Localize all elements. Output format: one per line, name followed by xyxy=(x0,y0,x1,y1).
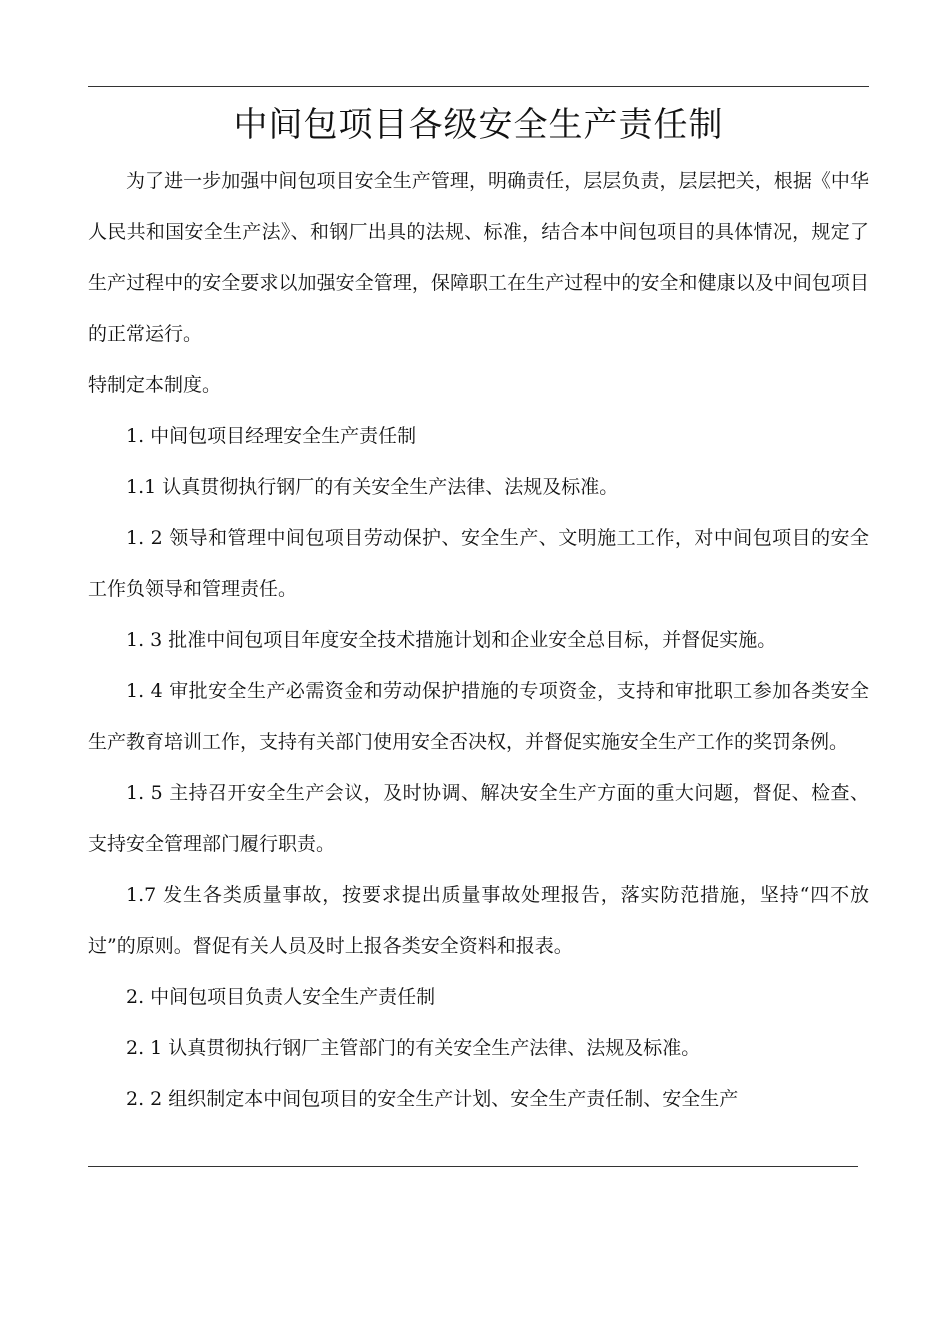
header-rule xyxy=(88,86,869,87)
clause-2-1: 2. 1 认真贯彻执行钢厂主管部门的有关安全生产法律、法规及标准。 xyxy=(126,1037,701,1059)
clause-1-3: 1. 3 批准中间包项目年度安全技术措施计划和企业安全总目标，并督促实施。 xyxy=(126,629,777,651)
clause-1-5: 1. 5 主持召开安全生产会议，及时协调、解决安全生产方面的重大问题，督促、检查、支持安全管理部门履行职责。 xyxy=(88,782,869,855)
section-1-heading: 1. 中间包项目经理安全生产责任制 xyxy=(126,425,417,447)
clause-1-1: 1.1 认真贯彻执行钢厂的有关安全生产法律、法规及标准。 xyxy=(126,476,619,498)
document-title: 中间包项目各级安全生产责任制 xyxy=(233,105,724,145)
clause-1-4: 1. 4 审批安全生产必需资金和劳动保护措施的专项资金，支持和审批职工参加各类安全生产教育培训工作，支持有关部门使用安全否决权，并督促实施安全生产工作的奖罚条例。 xyxy=(88,680,869,753)
clause-1-7: 1.7 发生各类质量事故，按要求提出质量事故处理报告，落实防范措施，坚持“四不放过”的原则。督促有关人员及时上报各类安全资料和报表。 xyxy=(88,884,869,957)
document-body xyxy=(88,96,869,1125)
intro-closing-line: 特制定本制度。 xyxy=(88,374,222,396)
intro-paragraph: 为了进一步加强中间包项目安全生产管理，明确责任，层层负责，层层把关，根据《中华人民共和国安全生产法》、和钢厂出具的法规、标准，结合本中间包项目的具体情况，规定了生产过程中的安全要求以加强安全管理，保障职工在生产过程中的安全和健康以及中间包项目的正常运行。 xyxy=(88,170,869,345)
clause-1-2: 1. 2 领导和管理中间包项目劳动保护、安全生产、文明施工工作，对中间包项目的安全工作负领导和管理责任。 xyxy=(88,527,869,600)
section-2-heading: 2. 中间包项目负责人安全生产责任制 xyxy=(126,986,436,1008)
footer-rule xyxy=(88,1166,858,1167)
clause-2-2: 2. 2 组织制定本中间包项目的安全生产计划、安全生产责任制、安全生产 xyxy=(126,1088,739,1110)
